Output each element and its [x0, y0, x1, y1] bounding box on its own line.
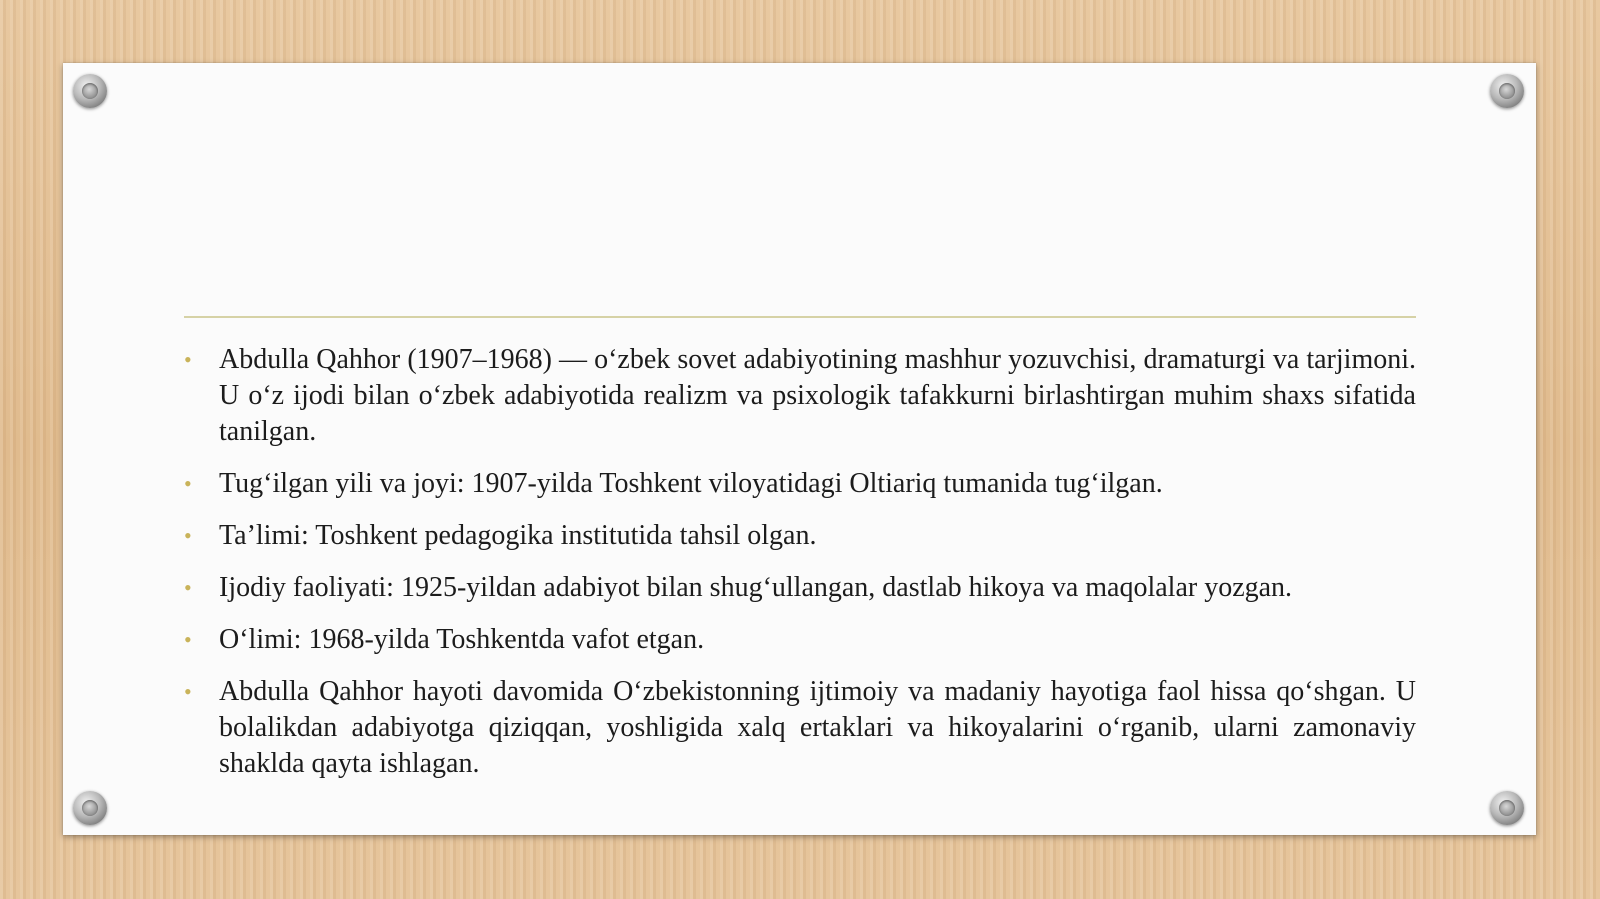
- bullet-text: Ta’limi: Toshkent pedagogika institutida tahsil olgan.: [219, 520, 817, 551]
- screw-icon: [1490, 791, 1524, 825]
- screw-icon: [73, 791, 107, 825]
- screw-icon: [73, 74, 107, 108]
- bullet-dot-icon: •: [184, 575, 192, 600]
- bullet-text: Abdulla Qahhor hayoti davomida O‘zbekistonning ijtimoiy va madaniy hayotiga faol hissa qo‘shgan. U bolalikdan adabiyotga qiziqqan, yoshligida xalq ertaklari va hikoyalarini o‘rganib, ularni zamonaviy shaklda qayta ishlagan.: [219, 676, 1416, 779]
- bullet-item-legacy: [184, 674, 1416, 782]
- bullet-dot-icon: •: [184, 471, 192, 496]
- bullet-text: Tug‘ilgan yili va joyi: 1907-yilda Toshkent viloyatidagi Oltiariq tumanida tug‘ilgan.: [219, 468, 1163, 499]
- screw-icon: [1490, 74, 1524, 108]
- bullet-dot-icon: •: [184, 347, 192, 372]
- bullet-dot-icon: •: [184, 679, 192, 704]
- bullet-dot-icon: •: [184, 523, 192, 548]
- bullet-item-education: [184, 518, 1416, 554]
- bullet-dot-icon: •: [184, 627, 192, 652]
- bullet-text: O‘limi: 1968-yilda Toshkentda vafot etgan.: [219, 624, 705, 655]
- title-divider: [184, 316, 1416, 318]
- bullet-item-career: [184, 570, 1416, 606]
- bullet-item-death: [184, 622, 1416, 658]
- bullet-text: Abdulla Qahhor (1907–1968) — o‘zbek sovet adabiyotining mashhur yozuvchisi, dramaturgi va tarjimoni. U o‘z ijodi bilan o‘zbek adabiyotida realizm va psixologik tafakkurni birlashtirgan muhim shaxs sifatida tanilgan.: [219, 344, 1416, 447]
- bullet-item-birth: [184, 466, 1416, 502]
- bullet-item-biography: [184, 342, 1416, 450]
- bullet-text: Ijodiy faoliyati: 1925-yildan adabiyot bilan shug‘ullangan, dastlab hikoya va maqolalar yozgan.: [219, 572, 1293, 603]
- bullet-list: [184, 342, 1416, 798]
